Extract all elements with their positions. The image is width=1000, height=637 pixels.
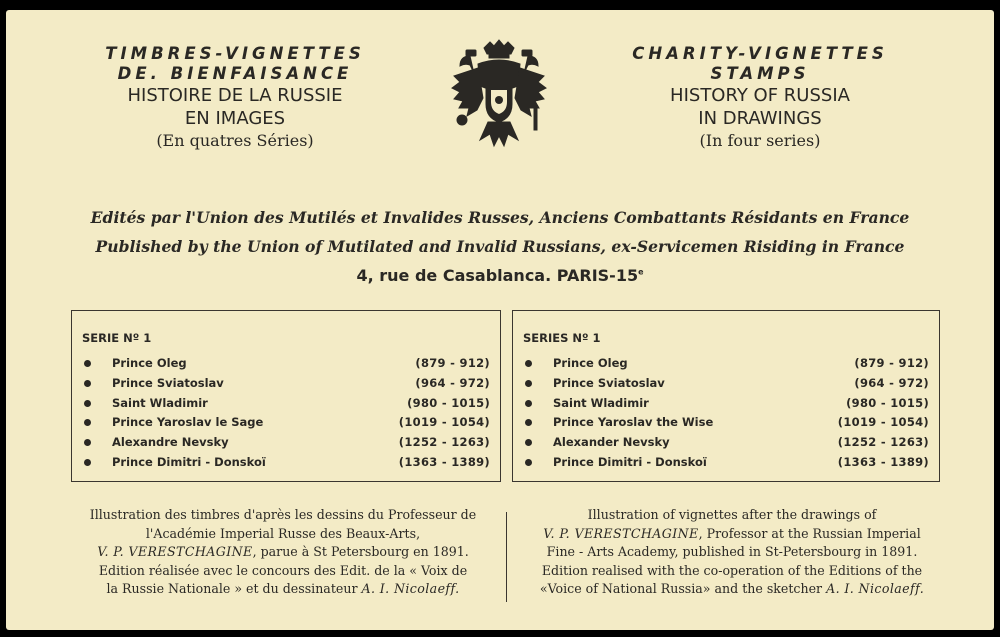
bullet-icon bbox=[84, 380, 91, 387]
header-english bbox=[565, 44, 955, 152]
ruler-years: (964 - 972) bbox=[854, 375, 929, 390]
ruler-name: Prince Oleg bbox=[112, 356, 187, 370]
header-fr-line4: EN IMAGES bbox=[184, 108, 286, 129]
footer-en-line2-rest: , Professor at the Russian Imperial bbox=[698, 525, 921, 541]
bullet-icon bbox=[84, 360, 91, 367]
footer-fr-line2: l'Académie Imperial Russe des Beaux-Arts, bbox=[145, 525, 421, 541]
footer-french bbox=[66, 506, 500, 599]
series-box-english bbox=[512, 310, 940, 482]
footer-en-line2 bbox=[516, 525, 948, 544]
header-en-line5: (In four series) bbox=[699, 131, 821, 150]
header-french bbox=[60, 44, 410, 152]
footer-fr-line5-text: la Russie Nationale » et du dessinateur bbox=[106, 581, 362, 597]
bullet-icon bbox=[84, 459, 91, 466]
ruler-name: Alexandre Nevsky bbox=[112, 435, 229, 450]
ruler-years: (980 - 1015) bbox=[846, 395, 929, 410]
sketcher-name: A. I. Nicolaeff. bbox=[361, 581, 460, 597]
series-box-french bbox=[71, 310, 501, 482]
footer-fr-line4: Edition réalisée avec le concours des Edit. de la « Voix de bbox=[98, 562, 468, 578]
footer-en-line5 bbox=[516, 580, 948, 599]
footer-fr-line5 bbox=[66, 580, 500, 599]
header-en-line3: HISTORY OF RUSSIA bbox=[670, 85, 850, 106]
publisher-address bbox=[40, 266, 960, 285]
list-item bbox=[513, 434, 939, 454]
list-item bbox=[513, 355, 939, 375]
ruler-years: (1252 - 1263) bbox=[398, 435, 490, 450]
bullet-icon bbox=[525, 459, 532, 466]
header-fr-line3: HISTOIRE DE LA RUSSIE bbox=[127, 85, 343, 106]
list-item bbox=[72, 414, 500, 434]
ruler-name: Prince Yaroslav the Wise bbox=[553, 415, 714, 430]
bullet-icon bbox=[525, 400, 532, 407]
sketcher-name: A. I. Nicolaeff. bbox=[826, 581, 925, 597]
list-item bbox=[513, 414, 939, 434]
ruler-years: (964 - 972) bbox=[415, 375, 490, 390]
header-en-line2: STAMPS bbox=[710, 64, 810, 83]
header-en-line1: CHARITY-VIGNETTES bbox=[632, 44, 888, 63]
list-item bbox=[72, 355, 500, 375]
bullet-icon bbox=[525, 419, 532, 426]
list-item bbox=[72, 375, 500, 395]
bullet-icon bbox=[84, 400, 91, 407]
ruler-years: (879 - 912) bbox=[415, 356, 490, 370]
ruler-years: (1252 - 1263) bbox=[837, 435, 929, 450]
publisher-french: Edités par l'Union des Mutilés et Invalides Russes, Anciens Combattants Résidants en France bbox=[90, 208, 910, 227]
header-fr-line5: (En quatres Séries) bbox=[156, 131, 314, 150]
bullet-icon bbox=[525, 380, 532, 387]
list-item bbox=[513, 395, 939, 415]
footer-english bbox=[516, 506, 948, 599]
footer-en-line5-text: «Voice of National Russia» and the sketcher bbox=[539, 581, 827, 597]
bullet-icon bbox=[525, 360, 532, 367]
bullet-icon bbox=[525, 439, 532, 446]
bullet-icon bbox=[84, 439, 91, 446]
address-superscript: e bbox=[638, 267, 644, 277]
footer-divider bbox=[506, 512, 507, 602]
publisher-english: Published by the Union of Mutilated and Invalid Russians, ex-Servicemen Risiding in France bbox=[95, 237, 905, 256]
footer-fr-line3-rest: , parue à St Petersbourg en 1891. bbox=[252, 544, 469, 560]
footer-fr-line3 bbox=[66, 543, 500, 562]
ruler-name: Prince Dimitri - Donskoï bbox=[112, 454, 266, 469]
ruler-years: (1019 - 1054) bbox=[837, 415, 929, 430]
header-fr-line1: TIMBRES-VIGNETTES bbox=[105, 44, 365, 63]
ruler-name: Alexander Nevsky bbox=[553, 435, 670, 450]
bullet-icon bbox=[84, 419, 91, 426]
ruler-name: Saint Wladimir bbox=[112, 395, 208, 410]
series-title-english: SERIES Nº 1 bbox=[523, 331, 601, 345]
header-en-line4: IN DRAWINGS bbox=[698, 108, 822, 129]
ruler-name: Prince Dimitri - Donskoï bbox=[553, 454, 707, 469]
list-item bbox=[513, 375, 939, 395]
ruler-name: Prince Yaroslav le Sage bbox=[112, 415, 264, 430]
ruler-years: (1019 - 1054) bbox=[398, 415, 490, 430]
footer-en-line1: Illustration of vignettes after the drawings of bbox=[587, 507, 877, 522]
ruler-name: Prince Sviatoslav bbox=[112, 375, 224, 390]
ruler-years: (879 - 912) bbox=[854, 356, 929, 370]
header-fr-line2: DE. BIENFAISANCE bbox=[117, 64, 353, 83]
ruler-name: Saint Wladimir bbox=[553, 395, 649, 410]
address-text: 4, rue de Casablanca. PARIS-15 bbox=[356, 266, 639, 285]
ruler-years: (980 - 1015) bbox=[407, 395, 490, 410]
series-title-french: SERIE Nº 1 bbox=[82, 331, 152, 345]
list-item bbox=[513, 454, 939, 474]
footer-en-line4: Edition realised with the co-operation of the Editions of the bbox=[541, 562, 923, 578]
ruler-name: Prince Sviatoslav bbox=[553, 375, 665, 390]
artist-name: V. P. VERESTCHAGINE bbox=[97, 544, 253, 560]
list-item bbox=[72, 454, 500, 474]
ruler-name: Prince Oleg bbox=[553, 356, 628, 370]
ruler-years: (1363 - 1389) bbox=[837, 454, 929, 469]
double-headed-eagle-icon bbox=[448, 38, 550, 156]
list-item bbox=[72, 434, 500, 454]
artist-name: V. P. VERESTCHAGINE bbox=[543, 525, 699, 541]
ruler-years: (1363 - 1389) bbox=[398, 454, 490, 469]
footer-fr-line1: Illustration des timbres d'après les dessins du Professeur de bbox=[89, 507, 477, 522]
footer-en-line3: Fine - Arts Academy, published in St-Petersbourg in 1891. bbox=[546, 544, 918, 560]
list-item bbox=[72, 395, 500, 415]
